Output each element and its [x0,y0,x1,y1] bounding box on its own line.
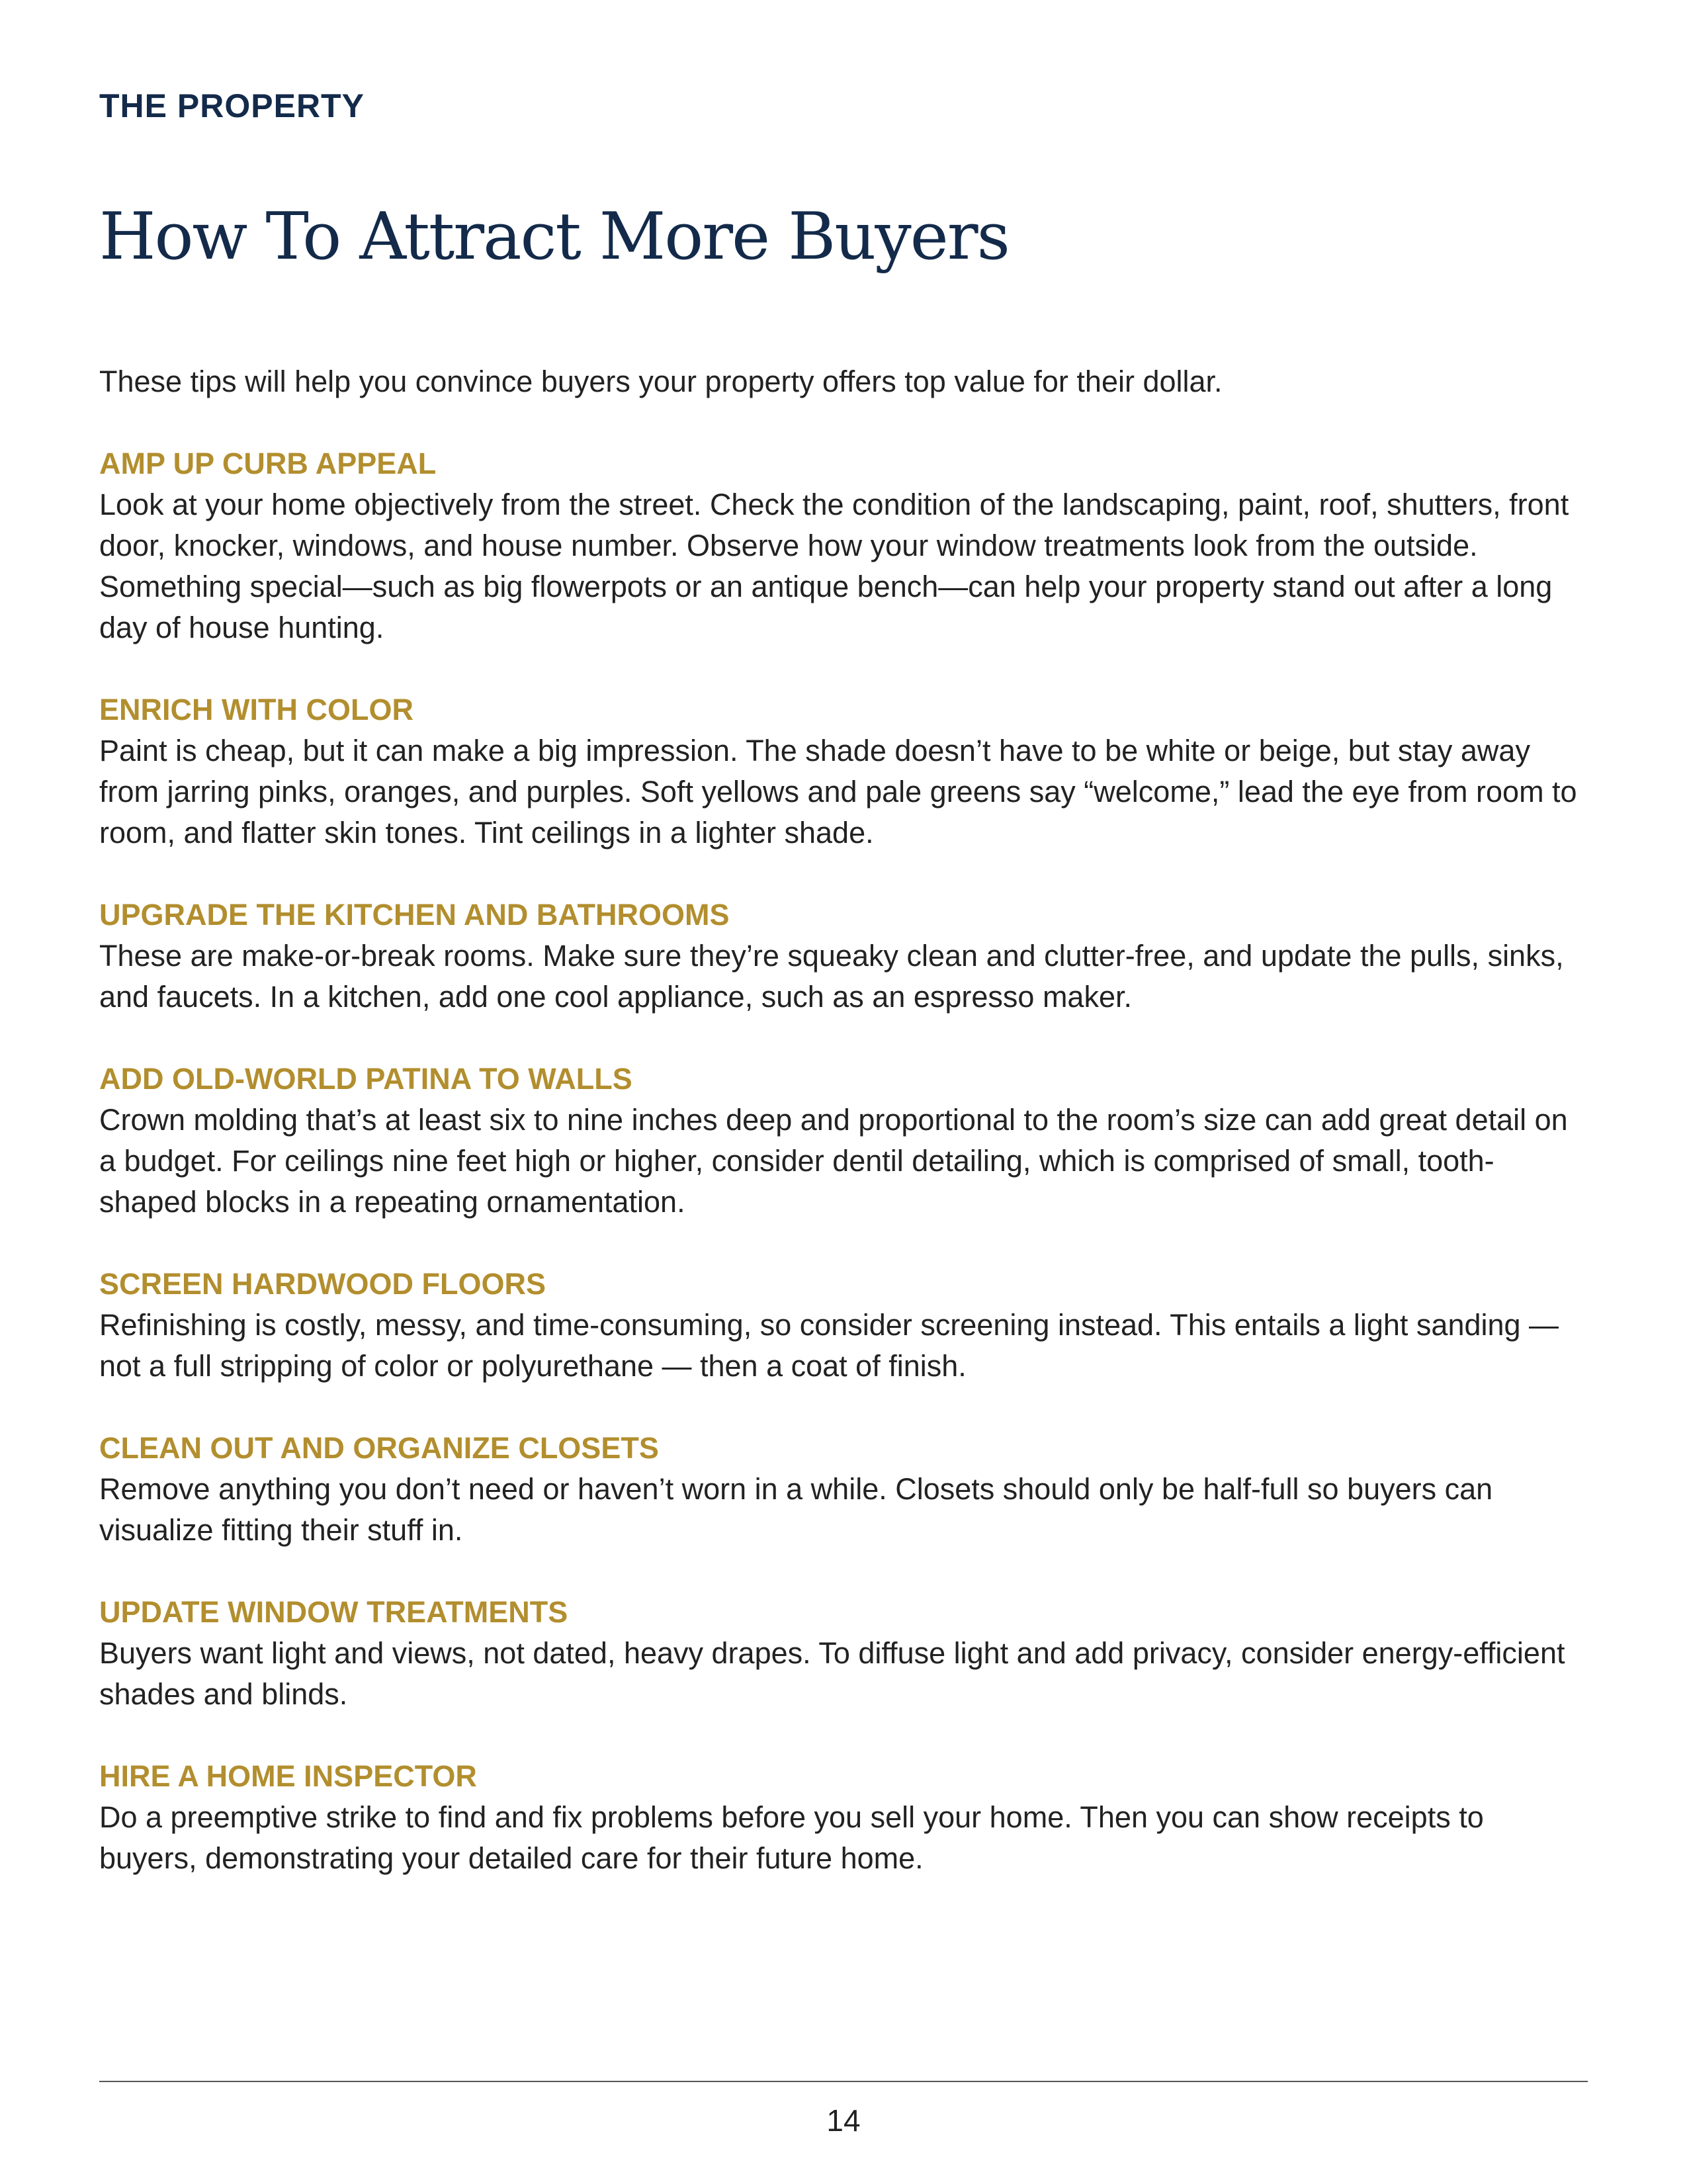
tip-heading: ENRICH WITH COLOR [99,693,413,726]
tip-body: These are make-or-break rooms. Make sure they’re squeaky clean and clutter-free, and update the pulls, sinks, and faucets. In a kitchen, add one cool appliance, such as an espresso maker. [99,939,1564,1014]
tip-heading: HIRE A HOME INSPECTOR [99,1759,477,1793]
page-number: 14 [826,2103,861,2138]
tip-section [99,1756,1588,1879]
page-title: How To Attract More Buyers [99,199,1009,275]
tip-body: Buyers want light and views, not dated, heavy drapes. To diffuse light and add privacy, consider energy-efficient shades and blinds. [99,1636,1565,1711]
tip-heading: ADD OLD-WORLD PATINA TO WALLS [99,1062,632,1096]
tip-body: Refinishing is costly, messy, and time-consuming, so consider screening instead. This entails a light sanding — not a full stripping of color or polyurethane — then a coat of finish. [99,1308,1559,1383]
tip-heading: CLEAN OUT AND ORGANIZE CLOSETS [99,1431,659,1465]
tip-heading: UPGRADE THE KITCHEN AND BATHROOMS [99,898,730,932]
tip-heading: AMP UP CURB APPEAL [99,447,437,480]
tip-section [99,895,1588,1018]
tip-section [99,1059,1588,1223]
tip-body: Paint is cheap, but it can make a big impression. The shade doesn’t have to be white or beige, but stay away from jarring pinks, oranges, and purples. Soft yellows and pale greens say “welcome,” lead the eye from room to room, and flatter skin tones. Tint ceilings in a lighter shade. [99,734,1577,850]
footer-divider [99,2081,1588,2082]
document-page [99,86,1588,1875]
tip-body: Remove anything you don’t need or haven’t worn in a while. Closets should only be half-full so buyers can visualize fitting their stuff in. [99,1472,1493,1547]
section-label: THE PROPERTY [99,87,365,124]
tip-section [99,689,1588,853]
tips-list [99,443,1588,1920]
tip-heading: SCREEN HARDWOOD FLOORS [99,1267,546,1301]
tip-section [99,1264,1588,1387]
tip-body: Look at your home objectively from the street. Check the condition of the landscaping, paint, roof, shutters, front door, knocker, windows, and house number. Observe how your window treatments look from the outside. Something special—such as big flowerpots or an antique bench—can help your property stand out after a long day of house hunting. [99,488,1569,644]
intro-paragraph: These tips will help you convince buyers your property offers top value for their dollar. [99,365,1223,398]
tip-body: Do a preemptive strike to find and fix problems before you sell your home. Then you can show receipts to buyers, demonstrating your detailed care for their future home. [99,1800,1484,1875]
tip-body: Crown molding that’s at least six to nine inches deep and proportional to the room’s size can add great detail on a budget. For ceilings nine feet high or higher, consider dentil detailing, which is comprised of small, tooth-shaped blocks in a repeating ornamentation. [99,1103,1568,1219]
tip-section [99,1428,1588,1551]
tip-heading: UPDATE WINDOW TREATMENTS [99,1595,568,1629]
tip-section [99,443,1588,648]
tip-section [99,1592,1588,1715]
